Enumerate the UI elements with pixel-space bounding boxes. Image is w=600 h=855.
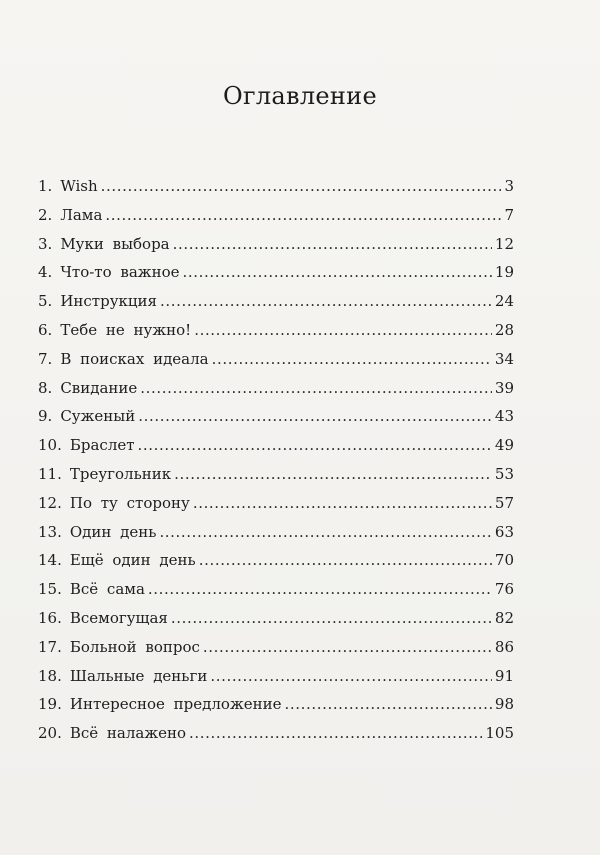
dot-leader [194, 316, 492, 345]
chapter-number: 14. [38, 551, 62, 570]
toc-entry [38, 575, 514, 604]
dot-leader [203, 633, 492, 662]
toc-entry [38, 431, 514, 460]
chapter-title: Лама [60, 205, 103, 224]
chapter-number: 2. [38, 205, 53, 224]
dot-leader [140, 374, 492, 403]
dot-leader [189, 719, 482, 748]
page-number: 57 [494, 493, 514, 512]
toc-entry [38, 172, 514, 201]
chapter-number: 17. [38, 637, 62, 656]
toc-entry [38, 690, 514, 719]
dot-leader [171, 604, 492, 633]
toc-entry [38, 604, 514, 633]
dot-leader [212, 345, 492, 374]
dot-leader [174, 460, 492, 489]
chapter-title: Суженый [60, 407, 136, 426]
toc-entry [38, 201, 514, 230]
chapter-number: 5. [38, 292, 53, 311]
page-number: 53 [494, 464, 514, 483]
table-of-contents [38, 172, 514, 748]
chapter-title: Всё сама [69, 580, 145, 599]
chapter-number: 19. [38, 695, 62, 714]
chapter-title: Что-то важное [60, 263, 180, 282]
chapter-title: Браслет [69, 436, 135, 455]
toc-entry [38, 316, 514, 345]
chapter-number: 1. [38, 177, 53, 195]
page-number: 43 [494, 407, 514, 426]
toc-entry [38, 662, 514, 691]
toc-entry [38, 374, 514, 403]
page-number: 49 [494, 436, 514, 455]
page-number: 86 [494, 637, 514, 656]
toc-entry [38, 287, 514, 316]
page-number: 24 [494, 292, 514, 311]
page-number: 91 [494, 666, 514, 685]
chapter-title: Один день [69, 522, 157, 541]
chapter-title: Тебе не нужно! [60, 320, 192, 339]
chapter-number: 3. [38, 234, 53, 253]
dot-leader [138, 402, 492, 431]
chapter-number: 20. [38, 724, 62, 743]
chapter-title: Больной вопрос [69, 637, 200, 656]
chapter-number: 8. [38, 378, 53, 397]
chapter-number: 16. [38, 608, 62, 627]
chapter-title: Ещё один день [69, 551, 196, 570]
chapter-title: Всё налажено [69, 724, 187, 743]
page-number: 98 [494, 695, 514, 714]
page-number: 105 [485, 724, 514, 743]
dot-leader [138, 431, 492, 460]
chapter-title: Треугольник [69, 464, 172, 483]
toc-entry [38, 230, 514, 259]
chapter-number: 15. [38, 580, 62, 599]
toc-entry [38, 489, 514, 518]
dot-leader [285, 690, 492, 719]
chapter-title: Свидание [60, 378, 138, 397]
dot-leader [173, 230, 492, 259]
page-number: 39 [494, 378, 514, 397]
dot-leader [105, 201, 501, 230]
toc-entry [38, 518, 514, 547]
chapter-number: 7. [38, 349, 53, 368]
chapter-number: 10. [38, 436, 62, 455]
dot-leader [183, 258, 492, 287]
chapter-title: По ту сторону [69, 493, 190, 512]
page-number: 82 [494, 608, 514, 627]
chapter-number: 4. [38, 263, 53, 282]
chapter-title: Шальные деньги [69, 666, 208, 685]
toc-entry [38, 633, 514, 662]
page-number: 34 [494, 349, 514, 368]
page-number: 28 [494, 320, 514, 339]
chapter-number: 9. [38, 407, 53, 426]
dot-leader [199, 546, 492, 575]
page-number: 3 [504, 177, 514, 195]
dot-leader [193, 489, 492, 518]
chapter-number: 18. [38, 666, 62, 685]
chapter-title: Всемогущая [69, 608, 168, 627]
page-number: 19 [494, 263, 514, 282]
chapter-number: 6. [38, 320, 53, 339]
dot-leader [160, 287, 492, 316]
dot-leader [159, 518, 491, 547]
page-number: 63 [494, 522, 514, 541]
dot-leader [148, 575, 492, 604]
toc-entry [38, 719, 514, 748]
toc-entry [38, 402, 514, 431]
toc-entry [38, 258, 514, 287]
toc-entry [38, 345, 514, 374]
toc-title: Оглавление [223, 82, 377, 110]
chapter-number: 12. [38, 493, 62, 512]
chapter-number: 11. [38, 464, 62, 483]
dot-leader [210, 662, 492, 691]
chapter-title: В поисках идеала [60, 349, 209, 368]
chapter-title: Интересное предложение [69, 695, 282, 714]
toc-entry [38, 460, 514, 489]
chapter-title: Инструкция [60, 292, 157, 311]
chapter-title: Муки выбора [60, 234, 170, 253]
chapter-title: Wish [60, 177, 98, 195]
page-number: 70 [494, 551, 514, 570]
page-number: 76 [494, 580, 514, 599]
chapter-number: 13. [38, 522, 62, 541]
toc-entry [38, 546, 514, 575]
dot-leader [101, 172, 502, 201]
page-number: 7 [504, 205, 514, 224]
page-number: 12 [494, 234, 514, 253]
